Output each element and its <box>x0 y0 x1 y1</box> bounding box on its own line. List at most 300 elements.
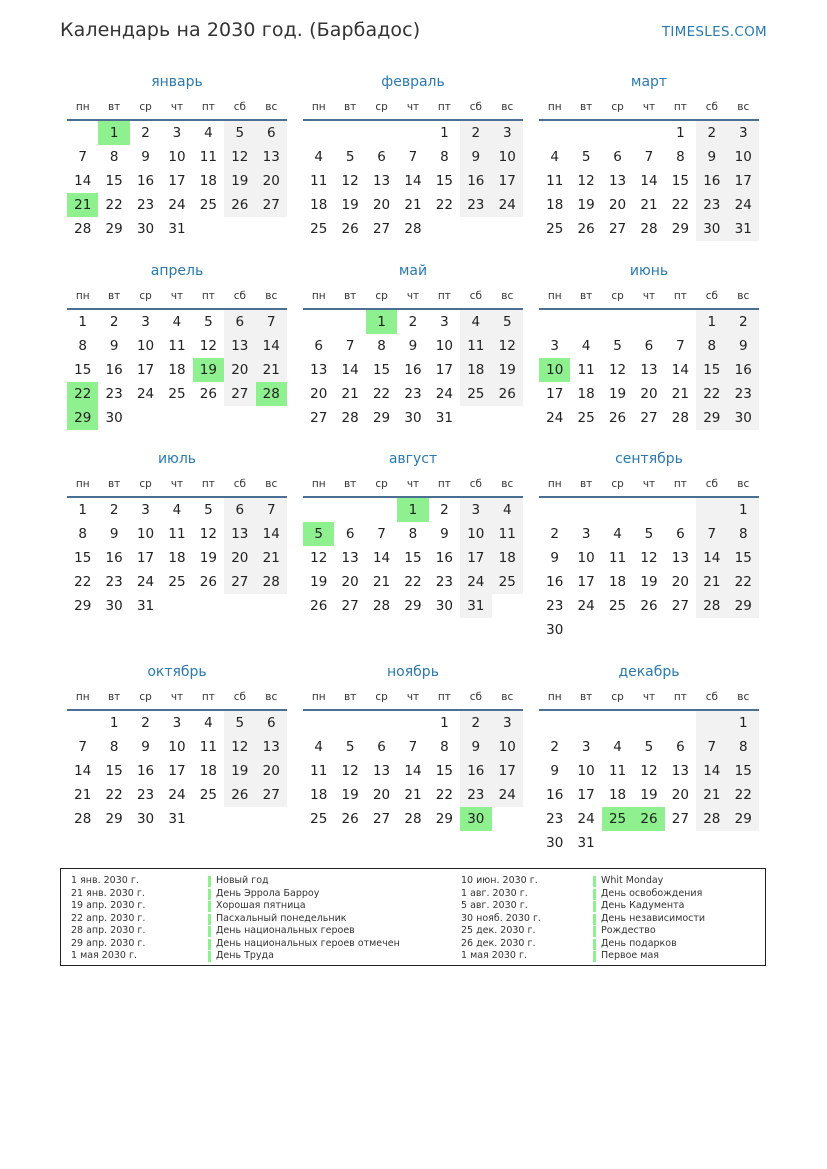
day-cell: 23 <box>728 382 759 406</box>
day-cell: 27 <box>256 193 287 217</box>
day-grid <box>303 498 523 618</box>
day-cell: 2 <box>696 121 727 145</box>
day-cell: 19 <box>640 787 658 803</box>
day-cell: 16 <box>136 763 155 779</box>
holiday-name: День Эррола Барроу <box>208 888 400 901</box>
day-cell: 31 <box>460 594 491 618</box>
empty-cell <box>193 406 224 430</box>
empty-cell <box>539 310 570 334</box>
day-cell: 10 <box>492 735 523 759</box>
holiday-date: 5 авг. 2030 г. <box>461 900 528 911</box>
day-cell: 14 <box>696 546 727 570</box>
weekday-label: чт <box>170 478 184 490</box>
day-cell: 4 <box>550 149 559 165</box>
month-block <box>67 662 287 831</box>
month-block <box>303 72 523 241</box>
day-cell: 25 <box>199 197 217 213</box>
weekday-label: ср <box>139 478 152 490</box>
day-cell: 6 <box>345 526 355 542</box>
day-cell: 25 <box>492 570 523 594</box>
day-cell: 6 <box>256 121 287 145</box>
day-cell: 29 <box>435 811 453 827</box>
day-cell: 7 <box>408 149 418 165</box>
day-cell: 1 <box>728 498 759 522</box>
holiday-name: Первое мая <box>593 950 705 963</box>
day-cell: 26 <box>199 386 217 402</box>
weekday-label: чт <box>170 101 184 113</box>
empty-cell <box>570 711 601 735</box>
weekday-label: ср <box>375 478 388 490</box>
day-cell: 14 <box>341 362 359 378</box>
day-cell: 16 <box>105 362 123 378</box>
empty-cell <box>602 310 633 334</box>
empty-cell <box>334 310 365 334</box>
day-cell: 12 <box>492 334 523 358</box>
day-cell: 15 <box>74 550 92 566</box>
weekday-label: пн <box>75 691 90 703</box>
day-cell: 18 <box>608 574 627 590</box>
empty-cell <box>161 406 192 430</box>
weekday-label: пт <box>437 691 451 703</box>
day-cell: 8 <box>676 149 685 165</box>
day-cell: 27 <box>671 811 689 827</box>
empty-cell <box>397 711 428 735</box>
day-cell: 22 <box>728 570 759 594</box>
day-cell: 10 <box>136 338 155 354</box>
day-cell: 16 <box>460 759 491 783</box>
day-cell: 12 <box>310 550 328 566</box>
empty-cell <box>334 711 365 735</box>
day-cell: 14 <box>372 550 391 566</box>
weekday-label: чт <box>642 101 656 113</box>
day-cell: 20 <box>608 197 627 213</box>
empty-cell <box>256 217 287 241</box>
month-name: октябрь <box>147 664 207 680</box>
day-cell: 24 <box>492 193 523 217</box>
weekday-label: ср <box>375 101 388 113</box>
day-grid <box>303 310 523 430</box>
day-cell: 20 <box>372 787 391 803</box>
day-cell: 11 <box>168 526 186 542</box>
holiday-date: 19 апр. 2030 г. <box>71 900 146 911</box>
weekday-label: пн <box>75 478 90 490</box>
day-cell: 4 <box>613 526 622 542</box>
day-cell: 21 <box>256 358 287 382</box>
weekday-label: пн <box>311 691 326 703</box>
day-cell: 6 <box>314 338 323 354</box>
weekday-header <box>539 96 759 118</box>
legend-names-left <box>208 875 400 963</box>
day-cell: 9 <box>109 338 119 354</box>
empty-cell <box>633 310 664 334</box>
day-cell: 5 <box>345 149 355 165</box>
empty-cell <box>193 807 224 831</box>
day-cell: 19 <box>608 386 627 402</box>
empty-cell <box>633 498 664 522</box>
day-cell: 25 <box>608 598 627 614</box>
day-cell: 17 <box>435 362 453 378</box>
day-cell: 25 <box>168 574 186 590</box>
empty-cell <box>633 121 664 145</box>
day-cell: 4 <box>314 149 323 165</box>
day-cell: 6 <box>676 526 685 542</box>
empty-cell <box>366 711 397 735</box>
weekday-label: чт <box>642 290 656 302</box>
day-cell: 6 <box>224 498 255 522</box>
holiday-date: 1 авг. 2030 г. <box>461 887 528 899</box>
day-cell: 30 <box>546 622 564 638</box>
day-cell: 31 <box>168 811 186 827</box>
day-cell: 27 <box>372 811 391 827</box>
weekday-label: вт <box>343 290 357 302</box>
day-cell: 3 <box>492 711 523 735</box>
day-cell: 3 <box>460 498 491 522</box>
day-cell: 17 <box>168 173 186 189</box>
day-cell: 18 <box>310 197 328 213</box>
weekday-label: вт <box>579 478 593 490</box>
day-cell: 19 <box>341 197 359 213</box>
day-cell: 1 <box>78 502 87 518</box>
day-cell: 26 <box>224 193 255 217</box>
day-cell: 24 <box>168 197 186 213</box>
weekday-label: пн <box>547 478 562 490</box>
weekday-header <box>67 285 287 307</box>
weekday-label: вс <box>501 691 514 703</box>
day-cell: 22 <box>372 386 391 402</box>
day-cell: 26 <box>577 221 595 237</box>
day-cell: 20 <box>310 386 328 402</box>
empty-cell <box>67 121 98 145</box>
day-cell: 27 <box>224 570 255 594</box>
weekday-label: ср <box>611 691 624 703</box>
weekday-label: чт <box>170 290 184 302</box>
legend-dates-left <box>71 875 145 963</box>
weekday-label: ср <box>375 290 388 302</box>
day-cell: 15 <box>671 173 689 189</box>
holiday-date: 25 дек. 2030 г. <box>461 925 536 936</box>
holiday-date: 1 мая 2030 г. <box>461 950 527 961</box>
day-cell: 21 <box>341 386 359 402</box>
empty-cell <box>303 310 334 334</box>
day-cell: 10 <box>168 149 186 165</box>
day-cell: 18 <box>608 787 627 803</box>
day-cell: 18 <box>310 787 328 803</box>
day-cell: 26 <box>608 410 627 426</box>
month-name: июль <box>157 451 197 467</box>
empty-cell <box>602 121 633 145</box>
empty-cell <box>366 498 397 522</box>
day-cell: 16 <box>136 173 155 189</box>
empty-cell <box>633 618 664 642</box>
day-cell: 24 <box>577 811 595 827</box>
day-cell: 12 <box>224 145 255 169</box>
empty-cell <box>429 217 460 241</box>
day-cell: 3 <box>581 739 591 755</box>
month-block <box>539 449 759 642</box>
day-cell: 15 <box>372 362 391 378</box>
day-cell: 24 <box>435 386 453 402</box>
day-cell: 11 <box>492 522 523 546</box>
empty-cell <box>303 711 334 735</box>
day-cell: 18 <box>168 362 186 378</box>
weekday-label: вт <box>579 290 593 302</box>
day-cell: 22 <box>74 574 92 590</box>
empty-cell <box>665 498 696 522</box>
day-cell: 8 <box>440 149 449 165</box>
weekday-label: вт <box>107 478 121 490</box>
day-grid <box>539 310 759 430</box>
weekday-label: ср <box>611 101 624 113</box>
day-cell: 30 <box>136 221 155 237</box>
holiday-name: Хорошая пятница <box>208 900 400 913</box>
holiday-name: Новый год <box>208 875 400 888</box>
holiday-date: 1 мая 2030 г. <box>71 950 137 961</box>
day-cell: 8 <box>78 526 87 542</box>
empty-cell <box>193 594 224 618</box>
weekday-label: пн <box>75 101 90 113</box>
weekday-label: чт <box>406 691 420 703</box>
day-cell: 12 <box>608 362 627 378</box>
day-cell: 2 <box>728 310 759 334</box>
empty-cell <box>570 310 601 334</box>
day-cell: 8 <box>728 522 759 546</box>
day-cell: 12 <box>199 338 217 354</box>
day-cell: 22 <box>728 783 759 807</box>
day-cell: 20 <box>256 169 287 193</box>
day-cell: 30 <box>696 217 727 241</box>
weekday-label: пт <box>673 101 687 113</box>
day-cell: 1 <box>696 310 727 334</box>
day-cell: 6 <box>256 711 287 735</box>
holiday-name: День независимости <box>593 913 705 926</box>
month-name: декабрь <box>618 664 680 680</box>
day-cell: 14 <box>256 334 287 358</box>
day-cell: 22 <box>105 787 123 803</box>
holiday-date: 22 апр. 2030 г. <box>71 912 146 924</box>
day-cell: 1 <box>440 715 449 731</box>
day-cell: 5 <box>224 121 255 145</box>
weekday-header <box>67 686 287 708</box>
day-cell: 3 <box>728 121 759 145</box>
day-cell: 4 <box>492 498 523 522</box>
day-cell: 23 <box>136 197 155 213</box>
day-grid <box>67 310 287 430</box>
weekday-label: сб <box>705 101 718 113</box>
day-cell: 2 <box>440 502 449 518</box>
day-cell: 28 <box>74 811 92 827</box>
weekday-label: вт <box>107 691 121 703</box>
weekday-label: сб <box>705 478 718 490</box>
day-cell: 31 <box>577 835 595 851</box>
day-cell: 16 <box>404 362 422 378</box>
weekday-label: вт <box>107 101 121 113</box>
day-cell: 5 <box>303 522 334 546</box>
day-cell: 23 <box>136 787 155 803</box>
month-block <box>67 261 287 430</box>
day-cell: 11 <box>608 763 627 779</box>
weekday-label: чт <box>406 290 420 302</box>
day-cell: 4 <box>613 739 622 755</box>
empty-cell <box>256 406 287 430</box>
weekday-label: сб <box>469 290 482 302</box>
weekday-header <box>303 473 523 495</box>
site-link[interactable]: TIMESLES.COM <box>661 24 767 40</box>
month-block <box>303 449 523 618</box>
day-cell: 28 <box>696 807 727 831</box>
day-cell: 19 <box>310 574 328 590</box>
day-cell: 24 <box>577 598 595 614</box>
day-cell: 16 <box>460 169 491 193</box>
day-cell: 14 <box>696 759 727 783</box>
day-cell: 2 <box>550 526 559 542</box>
empty-cell <box>696 618 727 642</box>
month-block <box>303 662 523 831</box>
weekday-label: вс <box>265 691 278 703</box>
day-cell: 8 <box>696 334 727 358</box>
day-cell: 24 <box>728 193 759 217</box>
weekday-label: вс <box>737 478 750 490</box>
day-cell: 16 <box>105 550 123 566</box>
day-cell: 25 <box>310 221 328 237</box>
empty-cell <box>130 406 161 430</box>
empty-cell <box>602 831 633 855</box>
day-cell: 31 <box>728 217 759 241</box>
day-cell: 15 <box>105 763 123 779</box>
day-cell: 21 <box>256 546 287 570</box>
day-cell: 17 <box>460 546 491 570</box>
day-cell: 20 <box>640 386 658 402</box>
weekday-header <box>67 473 287 495</box>
empty-cell <box>224 406 255 430</box>
day-cell: 13 <box>256 145 287 169</box>
day-cell: 10 <box>492 145 523 169</box>
weekday-label: сб <box>233 290 246 302</box>
day-cell: 23 <box>435 574 453 590</box>
empty-cell <box>665 831 696 855</box>
day-grid <box>67 498 287 618</box>
month-block <box>303 261 523 430</box>
day-cell: 4 <box>460 310 491 334</box>
day-cell: 7 <box>345 338 355 354</box>
day-cell: 29 <box>728 807 759 831</box>
holiday-date: 1 янв. 2030 г. <box>71 875 139 886</box>
day-cell: 4 <box>172 314 182 330</box>
day-cell: 27 <box>671 598 689 614</box>
day-cell: 5 <box>224 711 255 735</box>
empty-cell <box>492 594 523 618</box>
day-cell: 1 <box>109 715 119 731</box>
empty-cell <box>256 594 287 618</box>
day-cell: 30 <box>546 835 564 851</box>
empty-cell <box>602 618 633 642</box>
day-cell: 15 <box>74 362 92 378</box>
legend-names-right <box>593 875 705 963</box>
day-cell: 8 <box>728 735 759 759</box>
day-cell: 7 <box>696 735 727 759</box>
day-cell: 25 <box>310 811 328 827</box>
weekday-header <box>539 285 759 307</box>
day-cell: 3 <box>492 121 523 145</box>
day-cell: 15 <box>435 763 453 779</box>
day-cell: 2 <box>141 125 150 141</box>
day-cell: 21 <box>671 386 689 402</box>
day-cell: 12 <box>199 526 217 542</box>
empty-cell <box>460 406 491 430</box>
day-cell: 4 <box>581 338 591 354</box>
weekday-label: чт <box>406 478 420 490</box>
day-cell: 20 <box>224 546 255 570</box>
day-cell: 16 <box>435 550 453 566</box>
day-cell: 23 <box>460 783 491 807</box>
weekday-label: пн <box>311 101 326 113</box>
holiday-name: День национальных героев <box>208 925 400 938</box>
holiday-name: Рождество <box>593 925 705 938</box>
day-cell: 8 <box>440 739 449 755</box>
day-cell: 8 <box>109 739 119 755</box>
day-cell: 9 <box>141 149 150 165</box>
day-cell: 7 <box>256 310 287 334</box>
day-cell: 10 <box>168 739 186 755</box>
empty-cell <box>460 217 491 241</box>
day-cell: 11 <box>546 173 564 189</box>
day-cell: 17 <box>168 763 186 779</box>
weekday-label: вт <box>107 290 121 302</box>
day-cell: 22 <box>435 197 453 213</box>
empty-cell <box>539 711 570 735</box>
empty-cell <box>665 711 696 735</box>
day-cell: 3 <box>141 314 150 330</box>
day-cell: 21 <box>67 193 98 217</box>
day-cell: 30 <box>105 598 123 614</box>
day-cell: 29 <box>372 410 391 426</box>
weekday-label: чт <box>406 101 420 113</box>
day-cell: 18 <box>577 386 595 402</box>
day-cell: 24 <box>168 787 186 803</box>
day-cell: 19 <box>640 574 658 590</box>
empty-cell <box>334 498 365 522</box>
day-cell: 27 <box>372 221 391 237</box>
day-cell: 17 <box>136 362 155 378</box>
day-cell: 8 <box>109 149 119 165</box>
weekday-label: пн <box>311 290 326 302</box>
day-cell: 2 <box>460 711 491 735</box>
day-cell: 25 <box>168 386 186 402</box>
day-cell: 9 <box>109 526 119 542</box>
day-cell: 22 <box>671 197 689 213</box>
holiday-name: Пасхальный понедельник <box>208 913 400 926</box>
day-cell: 7 <box>377 526 386 542</box>
day-cell: 26 <box>492 382 523 406</box>
day-cell: 14 <box>74 173 92 189</box>
day-cell: 3 <box>550 338 559 354</box>
day-cell: 26 <box>633 807 664 831</box>
day-cell: 5 <box>581 149 591 165</box>
day-cell: 2 <box>460 121 491 145</box>
empty-cell <box>492 807 523 831</box>
day-cell: 27 <box>310 410 328 426</box>
day-cell: 11 <box>310 173 328 189</box>
day-cell: 4 <box>204 125 213 141</box>
month-name: февраль <box>381 74 445 90</box>
day-cell: 30 <box>404 410 422 426</box>
day-cell: 30 <box>105 410 123 426</box>
weekday-header <box>539 686 759 708</box>
day-cell: 27 <box>256 783 287 807</box>
day-cell: 4 <box>314 739 323 755</box>
day-cell: 29 <box>671 221 689 237</box>
day-cell: 5 <box>204 502 213 518</box>
day-cell: 29 <box>696 406 727 430</box>
